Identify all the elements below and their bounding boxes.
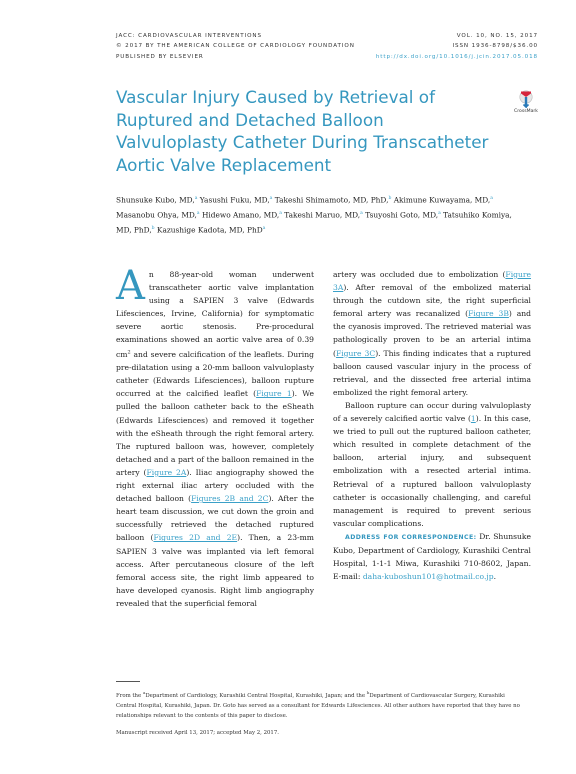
affiliation-marker: a bbox=[490, 196, 493, 201]
body-text: ). Iliac angiography showed the right external iliac artery occluded with the detached balloon ( bbox=[116, 467, 314, 504]
author-name: Kazushige Kadota, MD, PhD bbox=[156, 225, 263, 235]
affiliation-marker: b bbox=[388, 196, 392, 201]
body-column-left bbox=[116, 263, 314, 610]
affiliation-marker: a bbox=[269, 196, 273, 201]
author-name: Takeshi Maruo, MD, bbox=[284, 210, 361, 220]
affiliation-marker: a bbox=[279, 211, 282, 217]
drop-cap: A bbox=[116, 263, 145, 309]
body-text: and severe calcification of the leaflets. During pre-dilatation using a 20-mm balloon valvuloplasty catheter (Edwards Lifesciences), balloon rupture occurred at the calcified leaflet ( bbox=[116, 350, 314, 399]
affiliation-marker: a bbox=[438, 211, 441, 217]
affiliation-marker: a bbox=[262, 226, 266, 232]
author-name: Akimune Kuwayama, MD, bbox=[393, 195, 491, 205]
correspondence-email-link[interactable]: daha-kuboshun101@hotmail.co.jp bbox=[362, 572, 494, 582]
running-header-left bbox=[116, 31, 355, 62]
volume-info: VOL. 10, NO. 15, 2017 bbox=[456, 33, 538, 39]
footnote-affiliations bbox=[116, 688, 524, 721]
correspondence-end: . bbox=[493, 572, 497, 582]
affiliation-marker: a bbox=[142, 690, 146, 695]
affiliation-marker: a bbox=[196, 211, 200, 217]
body-text: ). After the heart team discussion, we cut down the groin and successfully retrieved the detached ruptured balloon ( bbox=[116, 494, 314, 543]
figure-reference-link[interactable]: Figure 3C bbox=[335, 348, 376, 358]
figure-reference-link[interactable]: Figure 3B bbox=[468, 309, 509, 319]
body-text: Balloon rupture can occur during valvuloplasty of a severely calcified aortic valve ( bbox=[333, 400, 531, 424]
figure-reference-link[interactable]: Figure 1 bbox=[256, 389, 292, 399]
correspondence-label: ADDRESS FOR CORRESPONDENCE: bbox=[345, 533, 477, 541]
author-name: Masanobu Ohya, MD, bbox=[116, 210, 197, 220]
author-name: Shunsuke Kubo, MD, bbox=[116, 195, 195, 205]
issn-info: ISSN 1936-8798/$36.00 bbox=[452, 43, 538, 50]
doi-link[interactable]: http://dx.doi.org/10.1016/j.jcin.2017.05.018 bbox=[375, 53, 538, 60]
figure-reference-link[interactable]: Figure 3A bbox=[333, 270, 531, 293]
publisher-line: PUBLISHED BY ELSEVIER bbox=[116, 53, 204, 60]
figure-reference-link[interactable]: Figure 2A bbox=[146, 467, 187, 477]
body-text: ) and the cyanosis improved. The retrieved material was pathologically proven to be an arterial intima ( bbox=[333, 309, 531, 358]
author-name: Hidewo Amano, MD, bbox=[201, 210, 280, 220]
correspondence-text: Dr. Shunsuke Kubo, Department of Cardiology, Kurashiki Central Hospital, 1-1-1 Miwa, Kurashiki 710-8602, Japan. E-mail: bbox=[333, 531, 531, 582]
affiliation-marker: a bbox=[194, 196, 198, 201]
figure-reference-link[interactable]: Figures 2B and 2C bbox=[191, 494, 269, 504]
affiliation-marker: b bbox=[366, 690, 370, 695]
body-text: n 88-year-old woman underwent transcatheter aortic valve implantation using a SAPIEN 3 valve (Edwards Lifesciences, Irvine, California) for symptomatic severe aortic stenosis. Pre-procedural examinations showed an aortic valve area of 0.39 cm bbox=[116, 270, 314, 360]
body-paragraph-2 bbox=[333, 399, 531, 530]
author-name: Tatsuhiko Komiya, MD, PhD, bbox=[116, 210, 512, 235]
running-header-right bbox=[376, 31, 538, 62]
figure-reference-link[interactable]: 1 bbox=[470, 414, 476, 424]
body-text: ). After removal of the embolized material through the cutdown site, the right superficial femoral artery was recanalized ( bbox=[333, 283, 531, 319]
footnote-divider bbox=[116, 681, 140, 682]
author-name: Takeshi Shimamoto, MD, PhD, bbox=[274, 195, 389, 205]
journal-name: JACC: CARDIOVASCULAR INTERVENTIONS bbox=[116, 33, 262, 39]
body-text: ). In this case, we tried to pull out the ruptured balloon catheter, which resulted in complete detachment of the balloon, arterial injury, and subsequent embolization with a resected arterial intima. Retrieval of a ruptured balloon valvuloplasty catheter is occasionally challenging, and careful management is required to prevent serious vascular complications. bbox=[333, 414, 531, 528]
copyright-line: © 2017 BY THE AMERICAN COLLEGE OF CARDIOLOGY FOUNDATION bbox=[116, 43, 355, 50]
body-text: artery was occluded due to embolization ( bbox=[333, 270, 506, 279]
superscript: 2 bbox=[127, 349, 131, 356]
correspondence-block bbox=[333, 530, 531, 583]
figure-reference-link[interactable]: Figures 2D and 2E bbox=[153, 533, 238, 543]
affiliation-marker: b bbox=[151, 226, 155, 232]
affiliation-marker: a bbox=[360, 211, 363, 217]
crossmark-icon bbox=[518, 90, 534, 108]
affiliation-text: From the $^a$Department of Cardiology, Kurashiki Central Hospital, Kurashiki, Japan; and the $^b$Department of Cardiovascular Surgery, Kurashiki Central Hospital, Kurashiki, Japan. Dr. Goto has served as a consultant for Edwards Lifesciences. All other authors have reported that they have no relationships relevant to the contents of this paper to disclose. bbox=[116, 690, 520, 720]
crossmark-label: CrossMark bbox=[514, 109, 538, 114]
crossmark-badge[interactable] bbox=[514, 90, 538, 114]
body-text: ). We pulled the balloon catheter back to the eSheath (Edwards Lifesciences) and removed it together with the eSheath through the right femoral artery. The ruptured balloon was, however, completely detached and a part of the balloon remained in the artery ( bbox=[116, 389, 314, 477]
manuscript-dates: Manuscript received April 13, 2017; accepted May 2, 2017. bbox=[116, 730, 280, 736]
author-list bbox=[116, 192, 516, 237]
author-name: Yasushi Fuku, MD, bbox=[199, 195, 270, 205]
body-paragraph-1 bbox=[116, 263, 314, 610]
author-name: Tsuyoshi Goto, MD, bbox=[365, 210, 439, 220]
body-column-right bbox=[333, 268, 531, 583]
body-paragraph-1-continued bbox=[333, 268, 531, 399]
body-text: ). This finding indicates that a ruptured balloon caused vascular injury in the process of retrieval, and the dissected free arterial intima embolized the right femoral artery. bbox=[333, 348, 531, 397]
article-title: Vascular Injury Caused by Retrieval of Ruptured and Detached Balloon Valvuloplasty Catheter During Transcatheter Aortic Valve Replacement bbox=[116, 87, 489, 175]
body-text: ). Then, a 23-mm SAPIEN 3 valve was implanted via left femoral access. After percutaneous closure of the left femoral access site, the right limb appeared to have developed cyanosis. Right limb angiography revealed that the superficial femoral bbox=[116, 533, 314, 608]
